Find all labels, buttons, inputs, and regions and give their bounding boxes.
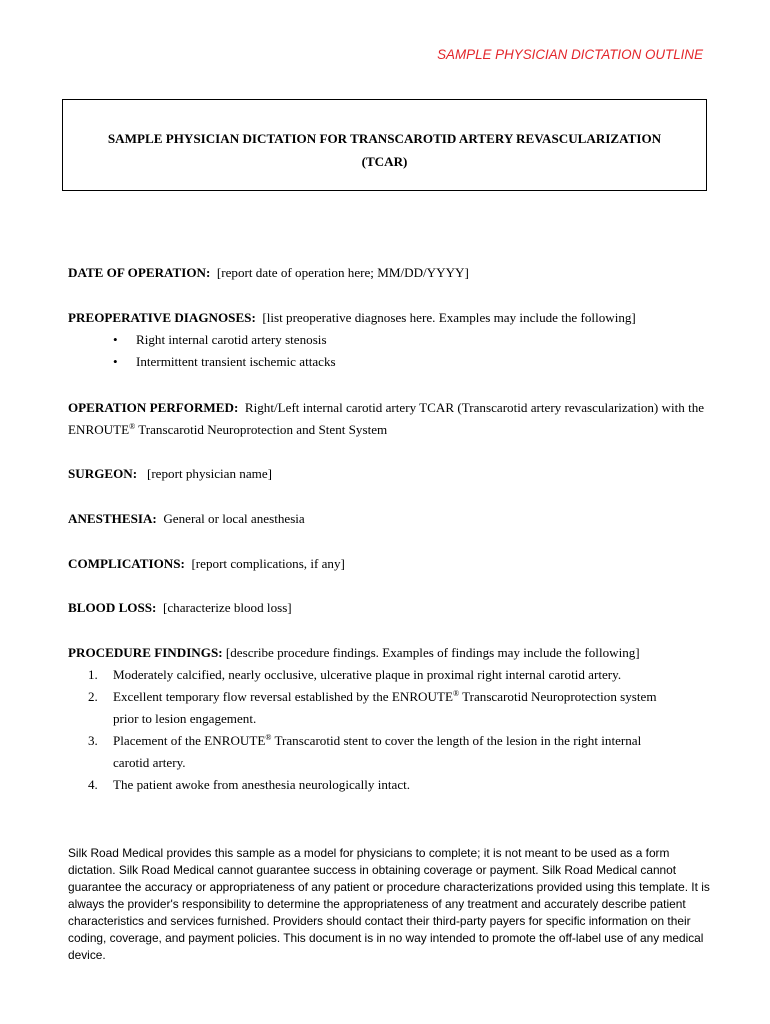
registered-mark: ® <box>452 689 460 698</box>
title-box <box>62 99 707 191</box>
list-item: 4. The patient awoke from anesthesia neurologically intact. <box>88 777 411 792</box>
bullet-icon: • <box>113 354 118 369</box>
anesthesia-label: ANESTHESIA: <box>68 511 157 526</box>
findings-list <box>68 664 708 796</box>
title-line-1: SAMPLE PHYSICIAN DICTATION FOR TRANSCAROTID ARTERY REVASCULARIZATION <box>107 131 662 146</box>
date-of-operation-label: DATE OF OPERATION: <box>68 265 211 280</box>
date-of-operation <box>68 262 708 284</box>
preoperative-diagnoses-value: [list preoperative diagnoses here. Examples may include the following] <box>262 310 636 325</box>
operation-performed-label: OPERATION PERFORMED: <box>68 400 239 415</box>
complications <box>68 553 708 575</box>
complications-label: COMPLICATIONS: <box>68 556 185 571</box>
blood-loss-value: [characterize blood loss] <box>162 600 292 615</box>
list-item: • Intermittent transient ischemic attacks <box>68 351 708 373</box>
bullet-icon: • <box>113 332 118 347</box>
list-item: 3. Placement of the ENROUTE® Transcarotid stent to cover the length of the lesion in the right internal carotid artery. <box>88 733 642 770</box>
list-item: 1. Moderately calcified, nearly occlusive, ulcerative plaque in proximal right internal carotid artery. <box>88 667 622 682</box>
list-item: • Right internal carotid artery stenosis <box>68 329 708 351</box>
date-of-operation-value: [report date of operation here; MM/DD/YYYY] <box>216 265 469 280</box>
blood-loss-label: BLOOD LOSS: <box>68 600 157 615</box>
preoperative-diagnoses-label: PREOPERATIVE DIAGNOSES: <box>68 310 256 325</box>
procedure-findings-value: [describe procedure findings. Examples of findings may include the following] <box>225 645 640 660</box>
list-item: 2. Excellent temporary flow reversal established by the ENROUTE® Transcarotid Neuroprotection system prior to lesion engagement. <box>88 689 657 726</box>
blood-loss <box>68 597 708 619</box>
registered-mark: ® <box>265 733 272 742</box>
anesthesia-value: General or local anesthesia <box>163 511 305 526</box>
operation-performed-value: Right/Left internal carotid artery TCAR (Transcarotid artery revascularization) with the ENROUTE <box>68 400 705 437</box>
surgeon <box>68 463 708 485</box>
procedure-findings <box>68 642 708 796</box>
operation-performed: OPERATION PERFORMED: Right/Left internal carotid artery TCAR (Transcarotid artery revascularization) with the ENROUTE® Transcarotid Neuroprotection and Stent System <box>68 400 705 437</box>
diagnoses-list <box>68 329 708 373</box>
registered-mark: ® <box>129 422 136 431</box>
preoperative-diagnoses <box>68 307 708 373</box>
complications-value: [report complications, if any] <box>191 556 345 571</box>
surgeon-value: [report physician name] <box>146 466 273 481</box>
anesthesia <box>68 508 708 530</box>
title-line-2: (TCAR) <box>361 154 408 169</box>
header-note: SAMPLE PHYSICIAN DICTATION OUTLINE <box>437 47 703 62</box>
surgeon-label: SURGEON: <box>68 466 138 481</box>
disclaimer: Silk Road Medical provides this sample as a model for physicians to complete; it is not meant to be used as a form dictation. Silk Road Medical cannot guarantee success in obtaining coverage or payment. Silk Road Medical cannot guarantee the accuracy or appropriateness of any patient or procedure characterizations provided using this template. It is always the provider's responsibility to determine the appropriateness of any treatment and accurately describe patient characteristics and services furnished. Providers should contact their third-party payers for specific information on their coding, coverage, and payment policies. This document is in no way intended to promote the off-label use of any medical device. <box>68 846 710 962</box>
procedure-findings-label: PROCEDURE FINDINGS: <box>68 645 223 660</box>
